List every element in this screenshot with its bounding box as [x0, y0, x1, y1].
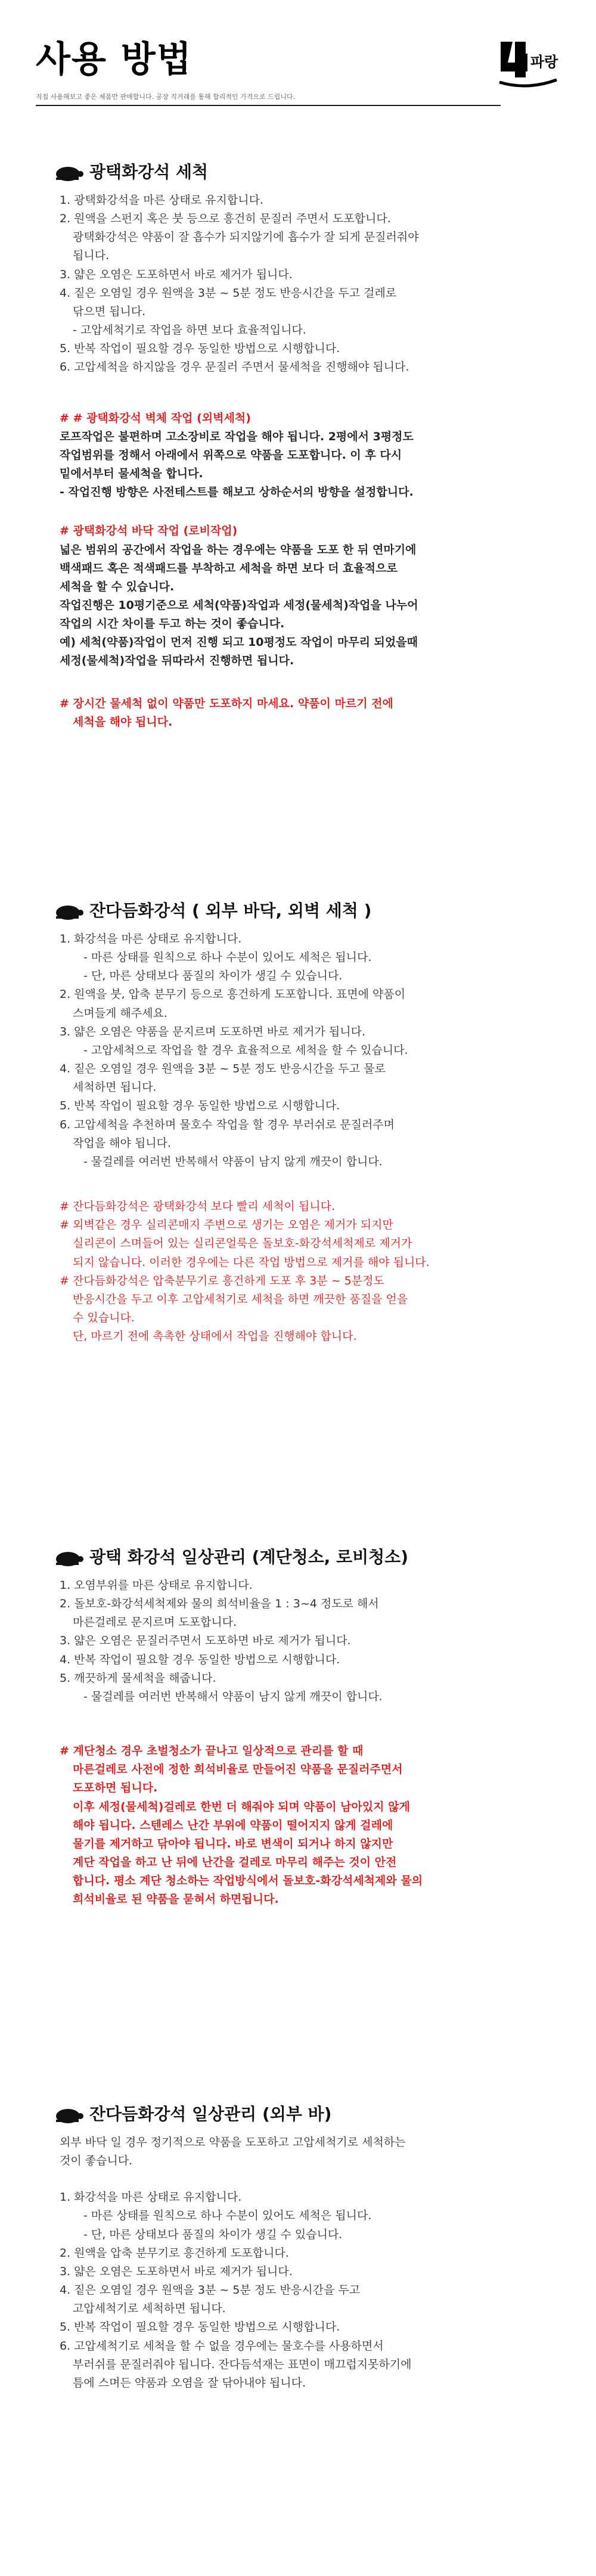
- logo-text: 파랑: [530, 54, 558, 70]
- note-line: 이후 세정(물세척)걸레로 한번 더 해줘야 되며 약품이 남아있지 않게: [73, 1800, 410, 1813]
- step-item: - 물걸레를 여러번 반복해서 약품이 남지 않게 깨끗이 합니다.: [83, 1155, 383, 1168]
- note-heading: # 광택화강석 바닥 작업 (로비작업): [60, 524, 238, 538]
- note-line: 계단 작업을 하고 난 뒤에 난간을 걸레로 마무리 해주는 것이 안전: [73, 1856, 397, 1869]
- note-line: 작업진행은 10평기준으로 세척(약품)작업과 세정(물세척)작업을 나누어: [60, 598, 418, 612]
- step-list: [54, 2188, 542, 2393]
- section-title: 잔다듬화강석 일상관리 (외부 바): [89, 2104, 332, 2124]
- step-item: - 단, 마른 상태보다 품질의 차이가 생길 수 있습니다.: [83, 2227, 343, 2241]
- step-item: 4. 짙은 오염일 경우 원액을 3분 ~ 5분 정도 반응시간을 두고 걸레로: [60, 286, 397, 300]
- step-item: 작업을 해야 됩니다.: [73, 1136, 171, 1150]
- section-polished-granite-cleaning: [54, 158, 542, 732]
- step-item: 1. 광택화강석을 마른 상태로 유지합니다.: [60, 194, 263, 207]
- step-item: 6. 고압세척을 추천하며 물호수 작업을 할 경우 부러쉬로 문질러주며: [60, 1118, 395, 1131]
- step-item: 5. 반복 작업이 필요할 경우 동일한 방법으로 시행합니다.: [60, 1099, 340, 1113]
- section-title: 광택 화강석 일상관리 (계단청소, 로비청소): [89, 1547, 409, 1567]
- note-line: 로프작업은 불편하며 고소장비로 작업을 해야 됩니다. 2평에서 3평정도: [60, 430, 414, 443]
- step-item: 6. 고압세척을 하지않을 경우 문질러 주면서 물세척을 진행해야 됩니다.: [60, 360, 409, 374]
- note-line: 수 있습니다.: [73, 1311, 135, 1324]
- step-item: - 마른 상태를 원칙으로 하나 수분이 있어도 세척은 됩니다.: [83, 2209, 372, 2223]
- note-line: 해야 됩니다. 스텐레스 난간 부위에 약품이 떨어지지 않게 걸레에: [73, 1818, 393, 1832]
- step-item: 3. 얇은 오염은 도포하면서 바로 제거가 됩니다.: [60, 2264, 293, 2278]
- page-header: [36, 39, 560, 106]
- step-item: 2. 원액을 스펀지 혹은 붓 등으로 흥건히 문질러 주면서 도포합니다.: [60, 212, 391, 226]
- step-item: 5. 반복 작업이 필요할 경우 동일한 방법으로 시행합니다.: [60, 2320, 340, 2334]
- turtle-icon: [54, 2103, 85, 2123]
- note-line: # 잔다듬화강석은 압축분무기로 흥건하게 도포 후 3분 ~ 5분정도: [60, 1274, 384, 1287]
- turtle-icon: [54, 1546, 85, 1566]
- step-item: 광택화강석은 약품이 잘 흡수가 되지않기에 흡수가 잘 되게 문질러줘야: [73, 231, 419, 244]
- step-item: - 고압세척으로 작업을 할 경우 효율적으로 세척을 할 수 있습니다.: [83, 1043, 408, 1057]
- section-rough-daily-care: [54, 2100, 542, 2393]
- note-line: 합니다. 평소 계단 청소하는 작업방식에서 돌보호-화강석세척제와 물의: [73, 1874, 423, 1888]
- step-item: 2. 돌보호-화강석세척제와 물의 희석비율을 1 : 3~4 정도로 해서: [60, 1597, 379, 1611]
- section-title: 잔다듬화강석 ( 외부 바닥, 외벽 세척 ): [89, 901, 372, 920]
- note-line: 단, 마르기 전에 촉촉한 상태에서 작업을 진행해야 합니다.: [73, 1330, 357, 1343]
- note-line: 예) 세척(약품)작업이 먼저 진행 되고 10평정도 작업이 마무리 되었을때: [60, 636, 418, 649]
- section-rough-granite-cleaning: [54, 897, 542, 1346]
- note-line: 물기를 제거하고 닦아야 됩니다. 바로 변색이 되거나 하지 않지만: [73, 1837, 393, 1850]
- red-notes: [54, 1742, 542, 1909]
- step-item: 마른걸레로 문지르며 도포합니다.: [73, 1616, 237, 1629]
- turtle-icon: [54, 161, 85, 181]
- step-item: 2. 원액을 압축 분무기로 흥건하게 도포합니다.: [60, 2246, 289, 2260]
- turtle-icon: [54, 900, 85, 920]
- page-title: 사용 방법: [36, 39, 193, 80]
- warning-line: 세척을 해야 됩니다.: [73, 715, 173, 729]
- step-item: - 고압세척기로 작업을 하면 보다 효율적입니다.: [73, 323, 306, 337]
- section-polished-daily-care: [54, 1543, 542, 1909]
- step-item: 2. 원액을 붓, 압축 분무기 등으로 흥건하게 도포합니다. 표면에 약품이: [60, 988, 406, 1001]
- note-line: # 계단청소 경우 초벌청소가 끝나고 일상적으로 관리를 할 때: [60, 1744, 364, 1758]
- section-title: 광택화강석 세척: [89, 162, 209, 182]
- step-item: 4. 반복 작업이 필요할 경우 동일한 방법으로 시행합니다.: [60, 1653, 340, 1666]
- step-item: 스며들게 해주세요.: [73, 1006, 167, 1020]
- note-line: 실리콘이 스며들어 있는 실리콘얼룩은 돌보호-화강석세척제로 제거가: [73, 1237, 412, 1250]
- section-heading: [54, 158, 542, 184]
- step-item: 1. 화강석을 마른 상태로 유지합니다.: [60, 932, 242, 945]
- step-item: 3. 얇은 오염은 약품을 문지르며 도포하면 바로 제거가 됩니다.: [60, 1025, 365, 1038]
- note-heading: # # 광택화강석 벽체 작업 (외벽세척): [60, 411, 251, 425]
- step-item: 부러쉬를 문질러줘야 됩니다. 잔다듬석재는 표면이 매끄럽지못하기에: [73, 2357, 412, 2371]
- note-line: 넓은 범위의 공간에서 작업을 하는 경우에는 약품을 도포 한 뒤 연마기에: [60, 543, 417, 556]
- header-divider: [36, 105, 501, 106]
- intro-line: 외부 바닥 일 경우 정기적으로 약품을 도포하고 고압세척기로 세척하는: [60, 2136, 406, 2149]
- step-item: 5. 반복 작업이 필요할 경우 동일한 방법으로 시행합니다.: [60, 342, 340, 356]
- note-floor-work: [54, 522, 542, 670]
- note-line: 백색패드 혹은 적색패드를 부착하고 세척을 하면 보다 더 효율적으로: [60, 561, 398, 575]
- step-item: 6. 고압세척기로 세척을 할 수 없을 경우에는 물호수를 사용하면서: [60, 2339, 384, 2353]
- step-list: [54, 930, 542, 1171]
- note-wall-work: [54, 409, 542, 502]
- note-line: 세정(물세척)작업을 뒤따라서 진행하면 됩니다.: [60, 654, 294, 668]
- note-line: 밑에서부터 물세척을 합니다.: [60, 467, 203, 481]
- section-heading: [54, 897, 542, 923]
- step-item: 틈에 스며든 약품과 오염을 잘 닦아내야 됩니다.: [73, 2376, 306, 2390]
- note-line: 도포하면 됩니다.: [73, 1781, 158, 1795]
- red-notes: [54, 1197, 542, 1346]
- step-item: - 물걸레를 여러번 반복해서 약품이 남지 않게 깨끗이 합니다.: [83, 1690, 383, 1703]
- step-item: 고압세척기로 세척하면 됩니다.: [73, 2302, 226, 2316]
- step-item: 됩니다.: [73, 249, 110, 263]
- intro-line: 것이 좋습니다.: [60, 2154, 133, 2168]
- step-item: 1. 화강석을 마른 상태로 유지합니다.: [60, 2191, 242, 2204]
- step-list: [54, 191, 542, 377]
- note-line: 희석비율로 된 약품을 묻혀서 하면됩니다.: [73, 1893, 279, 1906]
- note-line: 세척을 할 수 있습니다.: [60, 580, 175, 593]
- page-subtitle: 직접 사용해보고 좋은 제품만 판매합니다. 공장 직거래를 통해 합리적인 가격으로 드립니다.: [36, 93, 296, 101]
- step-item: 4. 짙은 오염일 경우 원액을 3분 ~ 5분 정도 반응시간을 두고: [60, 2283, 361, 2297]
- section-heading: [54, 2100, 542, 2126]
- step-item: 5. 깨끗하게 물세척을 해줍니다.: [60, 1671, 216, 1685]
- brand-logo: [495, 36, 560, 89]
- note-line: 되지 않습니다. 이러한 경우에는 다른 작업 방법으로 제거를 해야 됩니다.: [73, 1255, 430, 1269]
- note-line: # 잔다듬화강석은 광택화강석 보다 빨리 세척이 됩니다.: [60, 1200, 335, 1214]
- step-item: 세척하면 됩니다.: [73, 1081, 157, 1094]
- note-line: 마른걸레로 사전에 정한 희석비율로 만들어진 약품을 문질러주면서: [73, 1763, 403, 1777]
- note-line: 작업의 시간 차이를 두고 하는 것이 좋습니다.: [60, 617, 285, 631]
- step-item: - 마른 상태를 원칙으로 하나 수분이 있어도 세척은 됩니다.: [83, 951, 372, 965]
- note-line: # 외벽같은 경우 실리콘매지 주변으로 생기는 오염은 제거가 되지만: [60, 1218, 393, 1232]
- step-item: 3. 얇은 오염은 문질러주면서 도포하면 바로 제거가 됩니다.: [60, 1634, 351, 1648]
- step-item: - 단, 마른 상태보다 품질의 차이가 생길 수 있습니다.: [83, 969, 343, 983]
- section-heading: [54, 1543, 542, 1569]
- section-intro: [54, 2133, 542, 2170]
- note-line: 작업범위를 정해서 아래에서 위쪽으로 약품을 도포합니다. 이 후 다시: [60, 448, 402, 462]
- step-item: 3. 얇은 오염은 도포하면서 바로 제거가 됩니다.: [60, 267, 293, 281]
- step-list: [54, 1576, 542, 1706]
- warning-line: # 장시간 물세척 없이 약품만 도포하지 마세요. 약품이 마르기 전에: [60, 696, 393, 710]
- note-line: - 작업진행 방향은 사전테스트를 해보고 상하순서의 방향을 설정합니다.: [60, 486, 414, 499]
- warning-block: [54, 695, 542, 732]
- note-line: 반응시간을 두고 이후 고압세척기로 세척을 하면 깨끗한 품질을 얻을: [73, 1292, 408, 1306]
- step-item: 4. 짙은 오염일 경우 원액을 3분 ~ 5분 정도 반응시간을 두고 물로: [60, 1062, 386, 1076]
- step-item: 닦으면 됩니다.: [73, 304, 146, 318]
- step-item: 1. 오염부위를 마른 상태로 유지합니다.: [60, 1579, 253, 1592]
